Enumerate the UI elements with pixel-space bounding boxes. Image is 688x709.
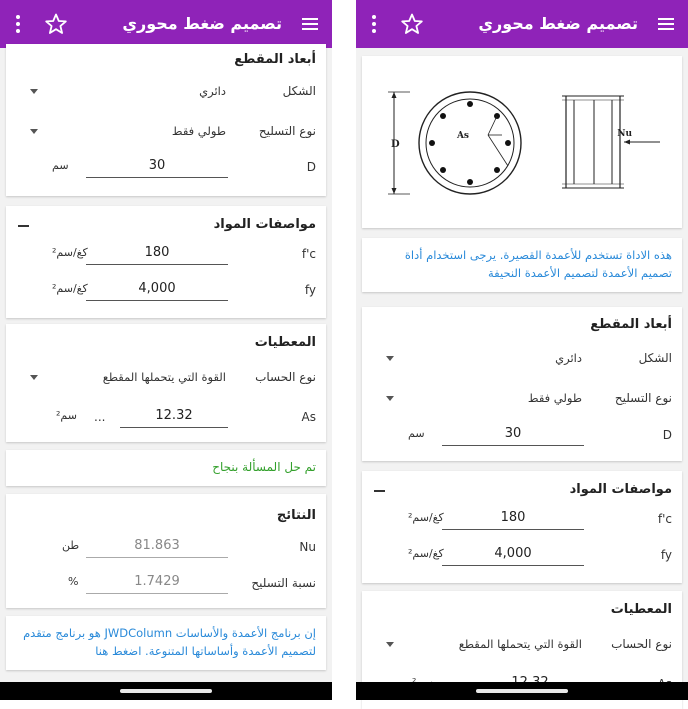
promo-card[interactable] (6, 616, 326, 670)
calculation-type-label: نوع الحساب (255, 370, 316, 384)
intro-text (372, 246, 672, 282)
reinforcement-label: نوع التسليح (258, 124, 316, 138)
card-title: مواصفات المواد (213, 217, 316, 232)
fy-unit: كغ/سم² (52, 282, 88, 295)
fy-row (362, 542, 682, 572)
intro-line-2: تصميم الأعمدة لتصميم الأعمدة النحيفة (488, 266, 672, 280)
fy-input[interactable]: 4,000 (442, 542, 584, 566)
diameter-label: D (662, 428, 672, 442)
status-card (6, 450, 326, 486)
fc-input[interactable]: 180 (442, 506, 584, 530)
app-bar (0, 0, 332, 48)
shape-value: دائري (555, 351, 582, 365)
calculation-type-value: القوة التي يتحملها المقطع (458, 637, 582, 651)
givens-card (6, 324, 326, 442)
ratio-row (6, 570, 326, 600)
fy-label: fy (660, 548, 672, 562)
app-bar (356, 0, 688, 48)
fc-row (362, 506, 682, 536)
as-row (6, 404, 326, 434)
nu-diagram-label: Nu (617, 129, 632, 139)
dropdown-arrow-icon[interactable] (386, 396, 394, 401)
shape-select[interactable] (362, 345, 682, 375)
intro-line-1: هذه الاداة تستخدم للأعمدة القصيرة. يرجى استخدام أداة (404, 248, 672, 262)
diameter-unit: سم (52, 159, 69, 172)
promo-link[interactable] (16, 624, 316, 660)
star-outline-icon[interactable] (44, 12, 68, 36)
diameter-input[interactable]: 30 (442, 422, 584, 446)
system-nav-bar (0, 682, 332, 700)
reinforcement-value: طولي فقط (527, 391, 582, 405)
nu-output: 81.863 (86, 534, 228, 558)
diameter-input[interactable]: 30 (86, 154, 228, 178)
ratio-label: نسبة التسليح (251, 576, 316, 590)
reinforcement-select[interactable] (6, 118, 326, 148)
card-title: المعطيات (254, 335, 316, 350)
ratio-output: 1.7429 (86, 570, 228, 594)
calculation-type-select[interactable] (362, 631, 682, 661)
right-screen (356, 0, 688, 700)
reinforcement-select[interactable] (362, 385, 682, 415)
diameter-label: D (306, 160, 316, 174)
success-message: تم حل المسألة بنجاح (212, 460, 316, 474)
as-unit: سم² (56, 409, 77, 422)
reinforcement-label: نوع التسليح (614, 391, 672, 405)
shape-label: الشكل (282, 84, 316, 98)
as-more-button[interactable]: ... (94, 410, 106, 424)
column-diagram (362, 56, 682, 228)
shape-select[interactable] (6, 78, 326, 108)
section-dimensions-card (362, 307, 682, 461)
tie-circle (426, 99, 514, 187)
calculation-type-label: نوع الحساب (611, 637, 672, 651)
star-outline-icon[interactable] (400, 12, 424, 36)
column-diagram-card (362, 56, 682, 228)
card-title: أبعاد المقطع (590, 317, 672, 332)
fy-unit: كغ/سم² (408, 547, 444, 560)
nu-label: Nu (299, 540, 316, 554)
fy-row (6, 277, 326, 307)
results-card (6, 494, 326, 608)
page-title: تصميم ضغط محوري (122, 14, 282, 33)
rebar-dots (429, 101, 511, 185)
fy-label: fy (304, 283, 316, 297)
nu-unit: طن (62, 539, 80, 552)
nu-row (6, 534, 326, 564)
as-input[interactable]: 12.32 (120, 404, 228, 428)
fc-row (6, 241, 326, 271)
card-title: مواصفات المواد (569, 482, 672, 497)
fc-unit: كغ/سم² (52, 246, 88, 259)
shape-label: الشكل (638, 351, 672, 365)
ratio-unit: % (68, 575, 79, 588)
as-diagram-label: As (456, 131, 469, 141)
fc-unit: كغ/سم² (408, 511, 444, 524)
fc-label: f'c (301, 247, 316, 261)
hamburger-menu-icon[interactable] (298, 12, 322, 36)
collapse-icon[interactable] (374, 490, 385, 492)
system-nav-bar (356, 682, 688, 700)
calculation-type-select[interactable] (6, 364, 326, 394)
diameter-unit: سم (408, 427, 425, 440)
diameter-row (362, 422, 682, 452)
home-gesture-bar[interactable] (476, 689, 568, 693)
dropdown-arrow-icon[interactable] (386, 356, 394, 361)
intro-card (362, 238, 682, 292)
calculation-type-value: القوة التي يتحملها المقطع (102, 370, 226, 384)
fc-input[interactable]: 180 (86, 241, 228, 265)
more-vert-icon[interactable] (6, 12, 30, 36)
card-title: النتائج (276, 508, 316, 523)
collapse-icon[interactable] (18, 225, 29, 227)
shape-value: دائري (199, 84, 226, 98)
dropdown-arrow-icon[interactable] (386, 642, 394, 647)
diameter-row (6, 154, 326, 184)
scroll-content[interactable] (0, 48, 332, 682)
promo-line-1: إن برنامج الأعمدة والأساسات JWDColumn هو برنامج متقدم (23, 626, 316, 640)
promo-line-2: لتصميم الأعمدة وأساساتها المتنوعة. اضغط هنا (95, 644, 316, 658)
home-gesture-bar[interactable] (120, 689, 212, 693)
hamburger-menu-icon[interactable] (654, 12, 678, 36)
more-vert-icon[interactable] (362, 12, 386, 36)
card-title: المعطيات (610, 602, 672, 617)
dropdown-arrow-icon[interactable] (30, 375, 38, 380)
dropdown-arrow-icon[interactable] (30, 89, 38, 94)
section-dimensions-card (6, 44, 326, 196)
reinforcement-value: طولي فقط (171, 124, 226, 138)
card-title: أبعاد المقطع (234, 52, 316, 67)
scroll-content[interactable] (356, 48, 688, 682)
materials-card (362, 471, 682, 583)
fy-input[interactable]: 4,000 (86, 277, 228, 301)
page-title: تصميم ضغط محوري (478, 14, 638, 33)
fc-label: f'c (657, 512, 672, 526)
d-dimension-label: D (391, 139, 400, 150)
materials-card (6, 206, 326, 318)
as-label: As (301, 410, 316, 424)
left-screen (0, 0, 332, 700)
dropdown-arrow-icon[interactable] (30, 129, 38, 134)
